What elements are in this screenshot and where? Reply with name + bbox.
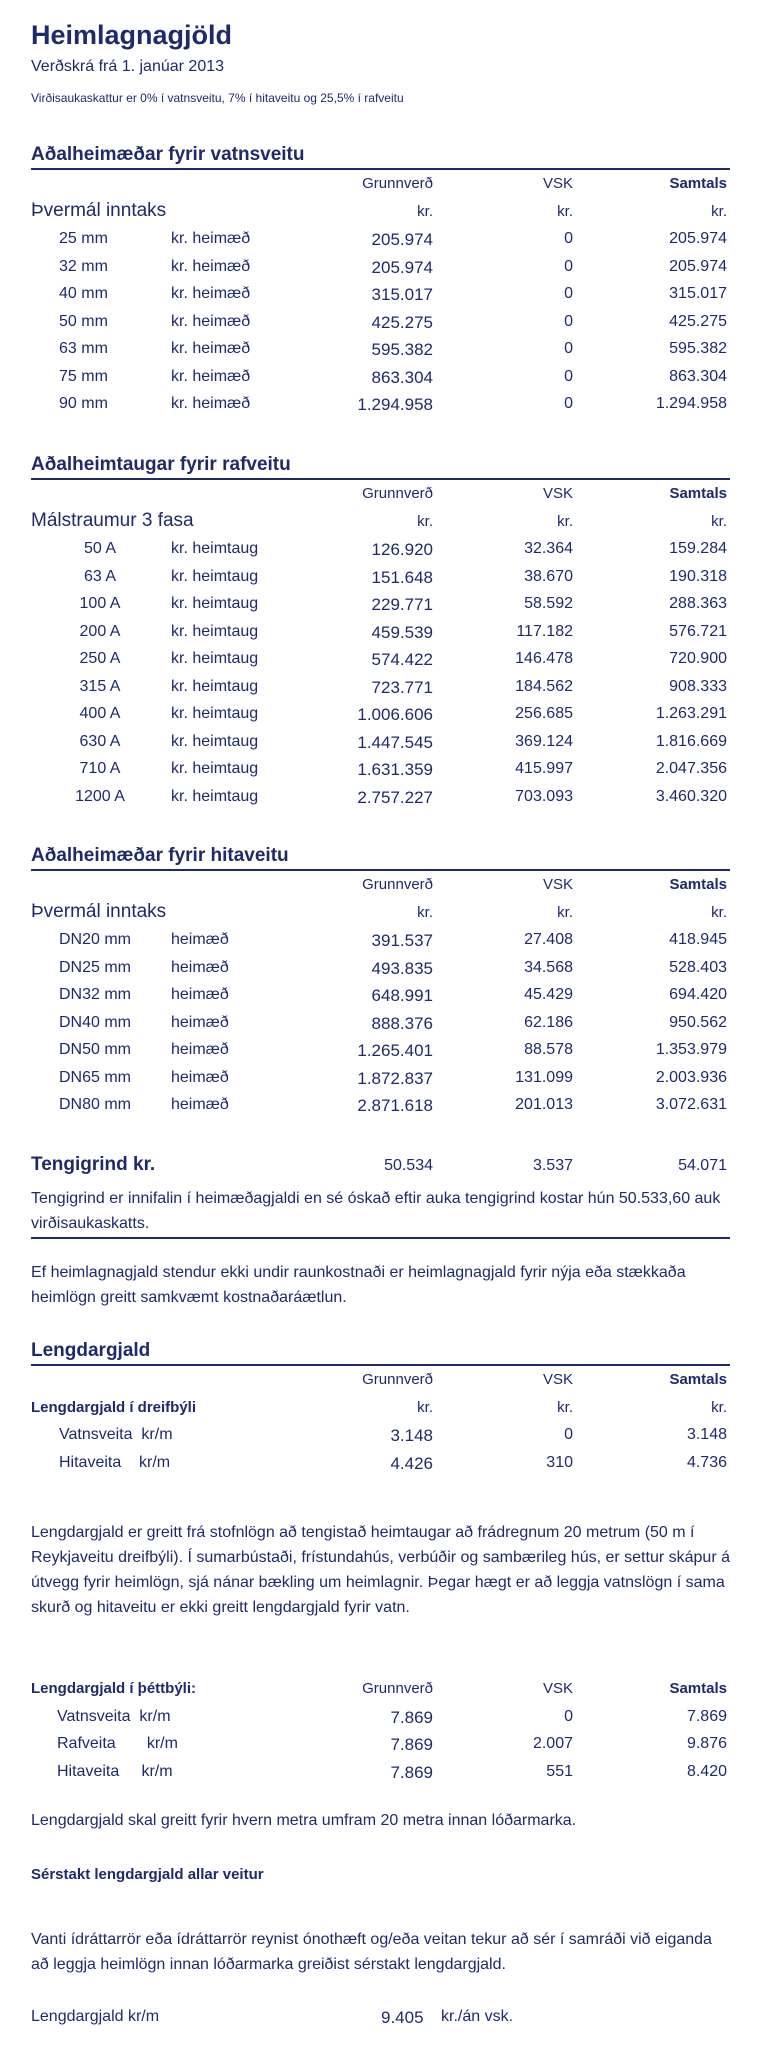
table-row [31,253,730,281]
base-price-cell: 3.148 [390,1426,433,1445]
size-cell: 75 mm [59,367,108,385]
total-cell: 694.420 [669,986,727,1003]
urban-section [31,1675,730,1785]
col-vsk-header: VSK [542,1371,573,1388]
table-row [31,1091,730,1119]
table-row [31,308,730,336]
base-price-cell: 574.422 [371,650,433,669]
size-cell: DN25 mm [59,958,132,976]
table-row [31,363,730,391]
base-price-cell: 1.447.545 [357,732,433,752]
unit-cell: kr. heimtaug [171,567,259,585]
base-price-cell: 595.382 [371,340,433,359]
urban-rows [31,1703,730,1786]
vsk-cell: 184.562 [515,677,573,695]
vsk-cell: 38.670 [524,567,573,585]
vsk-cell: 415.997 [515,760,573,777]
electric-section-title: Aðalheimtaugar fyrir rafveitu [31,454,291,475]
length-column-headers [31,1366,730,1394]
unit-cell: kr. heimtaug [171,732,259,750]
vsk-cell: 256.685 [515,705,573,722]
total-cell: 205.974 [669,230,727,247]
total-cell: 3.460.320 [655,787,727,805]
length-row-label: Hitaveita kr/m [59,1453,171,1471]
vsk-cell: 0 [564,1426,573,1443]
table-row [31,280,730,308]
unit-label: kr. [557,202,573,220]
size-cell: 200 A [79,622,121,640]
total-cell: 1.263.291 [655,705,727,722]
base-price-cell: 391.537 [371,931,433,950]
size-cell: 1200 A [75,787,125,805]
base-price-cell: 7.869 [390,1735,433,1754]
water-section-title: Aðalheimæðar fyrir vatnsveitu [31,144,305,165]
base-price-cell: 1.294.958 [357,395,433,414]
vsk-cell: 0 [564,230,573,247]
base-price-cell: 205.974 [371,230,433,249]
size-cell: DN40 mm [59,1013,132,1031]
base-price-cell: 1.265.401 [357,1041,433,1060]
vsk-cell: 34.568 [524,958,573,976]
size-cell: 25 mm [59,230,108,247]
col-total-header: Samtals [669,1680,727,1697]
total-cell: 1.353.979 [655,1041,727,1058]
size-cell: 50 A [83,540,117,557]
col-base-header: Grunnverð [362,175,433,192]
total-cell: 418.945 [669,931,727,948]
total-cell: 190.318 [669,567,727,585]
total-cell: 576.721 [669,622,727,640]
col-total-header: Samtals [669,175,727,192]
special-line [31,2003,730,2031]
table-row [31,981,730,1009]
size-cell: 32 mm [59,257,108,275]
length-section-title: Lengdargjald [31,1340,151,1361]
tengigrind-vsk: 3.537 [532,1157,573,1174]
base-price-cell: 888.376 [371,1013,433,1033]
vsk-cell: 27.408 [524,931,573,948]
size-cell: 90 mm [59,395,108,412]
base-price-cell: 2.757.227 [357,787,433,807]
size-cell: 40 mm [59,285,108,302]
total-cell: 7.869 [686,1707,727,1725]
unit-cell: kr. heimtaug [171,540,259,557]
water-unit-row [31,198,730,226]
vsk-cell: 0 [564,285,573,302]
vsk-cell: 369.124 [515,732,573,750]
base-price-cell: 4.426 [390,1453,433,1473]
vsk-cell: 0 [564,312,573,330]
vsk-cell: 703.093 [515,787,573,805]
vat-note: Virðisaukaskattur er 0% í vatnsveitu, 7% í hitaveitu og 25,5% í rafveitu [31,91,404,105]
total-cell: 863.304 [669,367,727,385]
vsk-cell: 62.186 [524,1013,573,1031]
base-price-cell: 205.974 [371,257,433,277]
vsk-cell: 551 [546,1762,573,1780]
size-cell: DN20 mm [59,931,132,948]
electric-group-label: Málstraumur 3 fasa [31,509,194,531]
size-cell: DN50 mm [59,1041,132,1058]
table-row [31,783,730,811]
unit-label: kr. [417,1398,433,1416]
total-cell: 595.382 [669,340,727,357]
vsk-cell: 201.013 [515,1096,573,1113]
vsk-cell: 32.364 [524,540,573,557]
heating-column-headers [31,871,730,899]
base-price-cell: 1.872.837 [357,1068,433,1088]
total-cell: 2.003.936 [655,1068,727,1086]
total-cell: 720.900 [669,650,727,667]
table-row [31,1758,730,1786]
table-row [31,1036,730,1064]
size-cell: DN65 mm [59,1068,132,1086]
unit-cell: kr. heimtaug [171,595,259,612]
table-row [31,618,730,646]
unit-cell: kr. heimæð [171,230,251,247]
table-row [31,645,730,673]
base-price-cell: 126.920 [371,540,433,559]
unit-label: kr. [557,512,573,530]
unit-cell: kr. heimæð [171,257,251,275]
length-row-label: Vatnsveita kr/m [57,1707,171,1725]
base-price-cell: 2.871.618 [357,1096,433,1115]
rural-rows [31,1421,730,1476]
table-row [31,1064,730,1092]
unit-cell: heimæð [171,958,229,976]
table-row [31,1449,730,1477]
vsk-cell: 117.182 [516,622,573,640]
table-row [31,335,730,363]
vsk-cell: 146.478 [515,650,573,667]
rural-unit-row [31,1394,730,1422]
unit-cell: kr. heimtaug [171,787,259,805]
total-cell: 9.876 [686,1735,727,1752]
unit-cell: heimæð [171,1041,229,1058]
size-cell: 710 A [79,760,121,777]
col-vsk-header: VSK [542,876,573,893]
base-price-cell: 493.835 [371,958,433,978]
heating-unit-row [31,899,730,927]
length-row-label: Vatnsveita kr/m [59,1426,173,1443]
table-row [31,673,730,701]
cost-note: Ef heimlagnagjald stendur ekki undir raunkostnaði er heimlagnagjald fyrir nýja eða stækkaða heimlögn greitt samkvæmt kostnaðaráætlun. [31,1264,686,1306]
table-row [31,225,730,253]
table-row [31,728,730,756]
page-subtitle: Verðskrá frá 1. janúar 2013 [31,58,225,75]
table-row [31,954,730,982]
electric-section [31,452,730,810]
size-cell: 250 A [79,650,121,667]
total-cell: 3.072.631 [655,1096,727,1113]
water-section [31,142,730,418]
heating-section [31,843,730,1119]
base-price-cell: 1.006.606 [357,705,433,724]
tengigrind-section [31,1152,730,1182]
unit-cell: heimæð [171,1013,229,1031]
unit-cell: heimæð [171,1096,229,1113]
table-row [31,1421,730,1449]
heating-rows [31,926,730,1119]
electric-rows [31,535,730,810]
base-price-cell: 648.991 [371,986,433,1005]
unit-cell: kr. heimtaug [171,677,259,695]
unit-cell: kr. heimtaug [171,760,259,777]
table-row [31,563,730,591]
unit-cell: heimæð [171,931,229,948]
col-total-header: Samtals [669,1371,727,1388]
vsk-cell: 310 [546,1453,573,1471]
col-base-header: Grunnverð [362,1371,433,1388]
vsk-cell: 0 [564,1707,573,1725]
unit-label: kr. [557,903,573,921]
special-value: 9.405 [381,2008,424,2027]
unit-cell: kr. heimtaug [171,650,259,667]
table-row [31,1009,730,1037]
table-row [31,700,730,728]
total-cell: 950.562 [669,1013,727,1031]
size-cell: 315 A [79,677,121,695]
col-vsk-header: VSK [542,175,573,192]
vsk-cell: 0 [564,395,573,412]
electric-unit-row [31,508,730,536]
unit-cell: kr. heimtaug [171,622,259,640]
col-base-header: Grunnverð [362,1680,433,1697]
special-label: Lengdargjald kr/m [31,2008,160,2025]
unit-cell: kr. heimæð [171,285,251,302]
unit-label: kr. [557,1398,573,1416]
unit-cell: kr. heimæð [171,312,251,330]
base-price-cell: 723.771 [371,677,433,697]
vsk-cell: 131.099 [515,1068,573,1086]
col-base-header: Grunnverð [362,485,433,502]
divider [31,1237,730,1239]
base-price-cell: 7.869 [390,1762,433,1782]
size-cell: 50 mm [59,312,108,330]
special-row [31,2003,730,2031]
table-row [31,535,730,563]
total-cell: 4.736 [686,1453,727,1471]
total-cell: 205.974 [669,257,727,275]
urban-label: Lengdargjald í þéttbýli: [31,1680,197,1697]
total-cell: 425.275 [669,312,727,330]
length-section [31,1338,730,1476]
unit-cell: heimæð [171,1068,229,1086]
total-cell: 908.333 [669,677,727,695]
urban-header-row [31,1675,730,1703]
total-cell: 528.403 [669,958,727,976]
table-row [31,1703,730,1731]
size-cell: 630 A [79,732,121,750]
electric-column-headers [31,480,730,508]
vsk-cell: 0 [564,367,573,385]
size-cell: 400 A [79,705,121,722]
size-cell: DN80 mm [59,1096,132,1113]
heating-section-title: Aðalheimæðar fyrir hitaveitu [31,845,289,866]
water-group-label: Þvermál inntaks [31,199,167,221]
col-base-header: Grunnverð [362,876,433,893]
special-note: Vanti ídráttarrör eða ídráttarrör reynist ónothæft og/eða veitan tekur að sér í samráði við eiganda að leggja heimlögn innan lóðarmarka greiðist sérstakt lengdargjald. [31,1931,712,1973]
unit-label: kr. [417,512,433,530]
unit-label: kr. [711,512,727,530]
unit-label: kr. [417,903,433,921]
base-price-cell: 7.869 [390,1707,433,1727]
col-total-header: Samtals [669,876,727,893]
vsk-cell: 45.429 [524,986,573,1003]
tengigrind-label: Tengigrind kr. [31,1154,156,1175]
length-row-label: Rafveita kr/m [57,1735,178,1752]
special-unit: kr./án vsk. [441,2008,514,2025]
col-vsk-header: VSK [542,485,573,502]
vsk-cell: 58.592 [524,595,573,612]
unit-label: kr. [711,903,727,921]
base-price-cell: 863.304 [371,367,433,387]
rural-note: Lengdargjald er greitt frá stofnlögn að tengistað heimtaugar að frádregnum 20 metrum (50 m í Reykjaveitu dreifbýli). Í sumarbústaði, frístundahús, verbúðir og sambærileg hús, er settur skápur á útvegg fyrir heimlögn, sjá nánar bækling um heimlagnir. Þegar hægt er að leggja vatnslögn í sama skurð og hitaveitu er ekki greitt lengdargjald fyrir vatn. [31,1524,730,1616]
total-cell: 315.017 [669,285,727,302]
total-cell: 8.420 [686,1762,727,1780]
vsk-cell: 88.578 [524,1041,573,1058]
size-cell: 63 mm [59,340,108,357]
heating-group-label: Þvermál inntaks [31,900,167,922]
urban-note: Lengdargjald skal greitt fyrir hvern metra umfram 20 metra innan lóðarmarka. [31,1812,577,1829]
col-vsk-header: VSK [542,1680,573,1697]
base-price-cell: 425.275 [371,312,433,332]
tengigrind-note: Tengigrind er innifalin í heimæðagjaldi en sé óskað eftir auka tengigrind kostar hún 50.533,60 auk virðisaukaskatts. [31,1190,721,1232]
length-row-label: Hitaveita kr/m [57,1762,173,1780]
base-price-cell: 1.631.359 [357,760,433,779]
total-cell: 1.816.669 [655,732,727,750]
size-cell: DN32 mm [59,986,132,1003]
unit-cell: kr. heimæð [171,395,251,412]
vsk-cell: 0 [564,257,573,275]
unit-label: kr. [711,202,727,220]
tengigrind-total: 54.071 [678,1157,727,1174]
page-title: Heimlagnagjöld [31,20,233,50]
unit-label: kr. [711,1398,727,1416]
total-cell: 2.047.356 [655,760,727,777]
table-row [31,926,730,954]
table-row [31,590,730,618]
base-price-cell: 459.539 [371,622,433,642]
water-column-headers [31,170,730,198]
tengigrind-base: 50.534 [384,1157,433,1174]
tengigrind-row [31,1152,730,1182]
total-cell: 159.284 [669,540,727,557]
base-price-cell: 151.648 [371,567,433,587]
rural-label: Lengdargjald í dreifbýli [31,1398,197,1416]
special-title: Sérstakt lengdargjald allar veitur [31,1866,264,1883]
total-cell: 3.148 [686,1426,727,1443]
base-price-cell: 315.017 [371,285,433,304]
vsk-cell: 0 [564,340,573,357]
table-row [31,390,730,418]
size-cell: 100 A [79,595,121,612]
total-cell: 288.363 [669,595,727,612]
unit-cell: kr. heimæð [171,340,251,357]
base-price-cell: 229.771 [371,595,433,614]
total-cell: 1.294.958 [655,395,727,412]
table-row [31,755,730,783]
vsk-cell: 2.007 [532,1735,573,1752]
table-row [31,1730,730,1758]
unit-cell: kr. heimtaug [171,705,259,722]
unit-cell: kr. heimæð [171,367,251,385]
unit-label: kr. [417,202,433,220]
water-rows [31,225,730,418]
col-total-header: Samtals [669,485,727,502]
size-cell: 63 A [83,567,117,585]
unit-cell: heimæð [171,986,229,1003]
